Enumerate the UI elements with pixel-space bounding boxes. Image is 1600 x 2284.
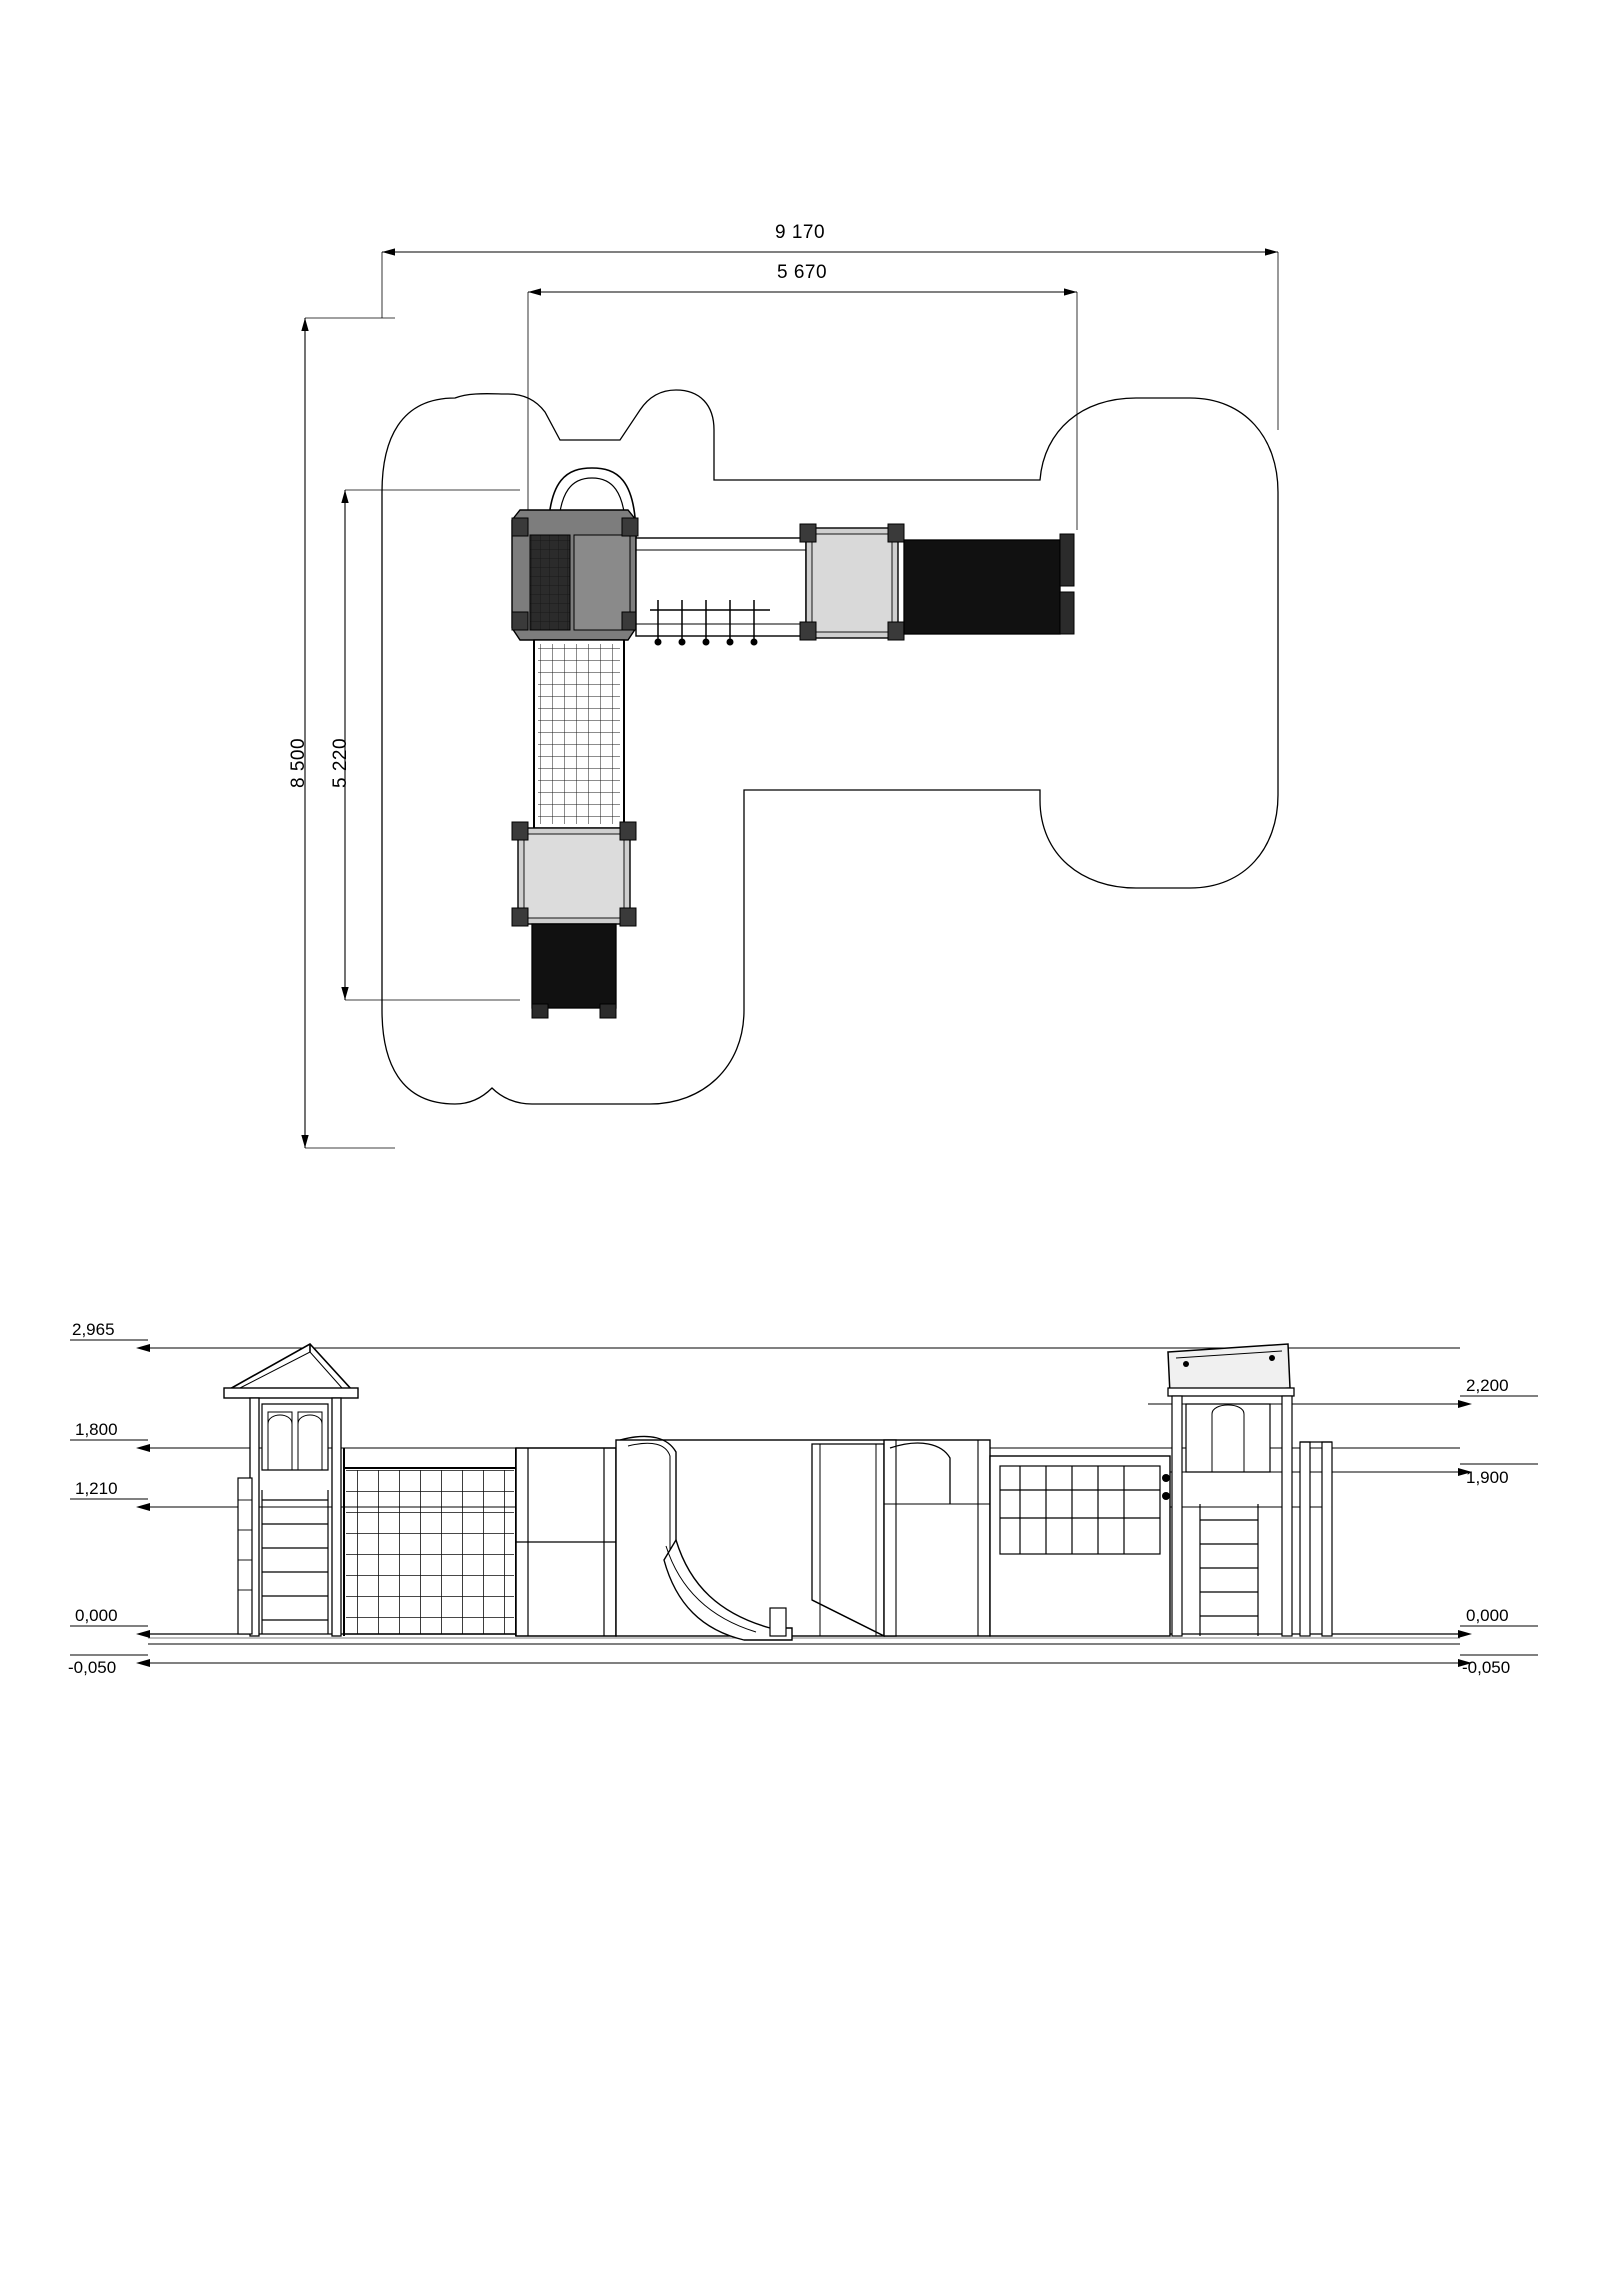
- dim-overall-width: 9 170: [774, 222, 826, 243]
- level-left-0000: 0,000: [75, 1606, 118, 1625]
- dim-equipment-height: 5 220: [330, 737, 351, 788]
- level-right-1900: 1,900: [1466, 1468, 1509, 1487]
- level-right-0000: 0,000: [1466, 1606, 1509, 1625]
- safety-zone-outline: [382, 390, 1278, 1104]
- level-right-minus0050: -0,050: [1462, 1658, 1511, 1677]
- dim-equipment-width: 5 670: [776, 262, 828, 283]
- level-left-1800: 1,800: [75, 1420, 118, 1439]
- elevation-equipment: [148, 1344, 1460, 1640]
- level-left-1210: 1,210: [75, 1479, 118, 1498]
- level-left-minus0050: -0,050: [68, 1658, 117, 1677]
- level-left-2965: 2,965: [72, 1320, 115, 1339]
- dim-overall-height: 8 500: [288, 737, 309, 788]
- plan-equipment: [512, 468, 1074, 1018]
- level-right-2200: 2,200: [1466, 1376, 1509, 1395]
- plan-dimension-lines: [305, 252, 1278, 1148]
